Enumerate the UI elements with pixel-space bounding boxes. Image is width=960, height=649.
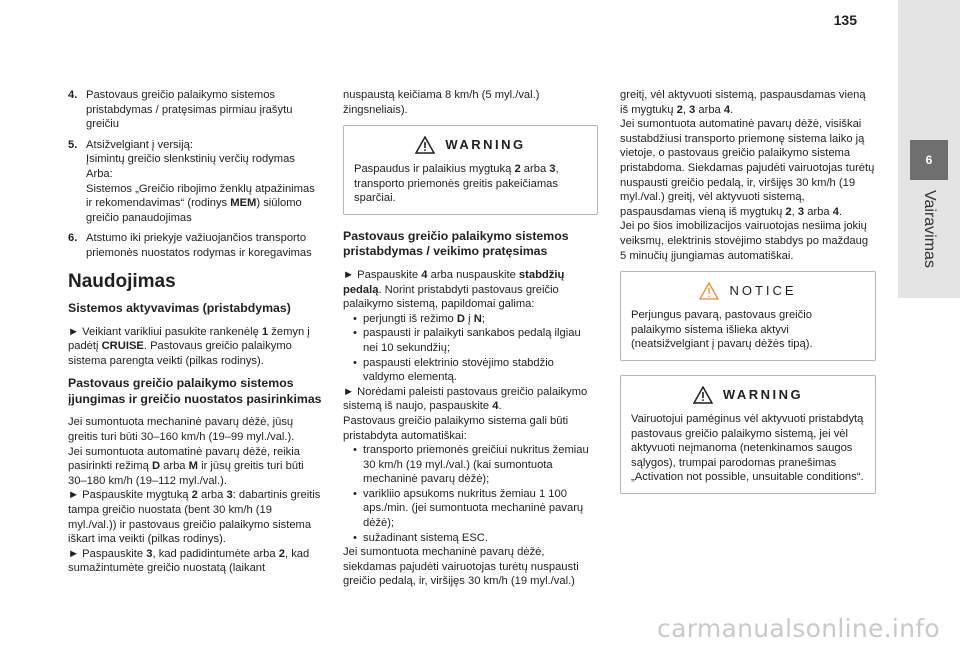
notice-title: NOTICE xyxy=(729,282,797,298)
pause-text: ► Paspauskite 4 arba nuspauskite stabdžių pedalą. Norint pristabdyti pastovaus greičio palaikymo sistemą, papildomai galima: xyxy=(343,268,565,311)
chapter-number: 6 xyxy=(910,140,948,180)
column-3 xyxy=(620,88,876,508)
warning-triangle-icon xyxy=(415,136,435,154)
warning-title: WARNING xyxy=(445,136,526,152)
warning-text: Paspaudus ir palaikius mygtuką 2 arba 3, transporto priemonės greitis pakeičiamas sparčiai. xyxy=(354,163,559,205)
chapter-title: Vairavimas xyxy=(921,190,938,268)
item-text: Atsižvelgiant į versiją: Įsimintų greičio slenkstinių verčių rodymas Arba: Sistemos „Greičio ribojimo ženklų atpažinimas ir rekomendavimas“ (rodinys MEM) siūlomo greičio panaudojimas xyxy=(86,138,315,224)
pause-bullet-list xyxy=(353,312,598,385)
warning-title-2: WARNING xyxy=(722,386,804,402)
activation-text: ► Veikiant varikliui pasukite rankenėlę 1 žemyn į padėtį CRUISE. Pastovaus greičio palaikymo sistema parengta veikti (pilkas rodinys). xyxy=(68,325,310,367)
item-number: 5. xyxy=(68,138,78,151)
item-text: Pastovaus greičio palaikymo sistemos pristabdymas / pratęsimas pirmiau įrašytu greičiu xyxy=(86,89,293,131)
column-2 xyxy=(343,88,598,589)
bullet-item: • paspausti elektrinio stovėjimo stabdžio valdymo elementą. xyxy=(353,356,598,385)
bullet-item: • transporto priemonės greičiui nukritus žemiau 30 km/h (19 myl./val.) (kai sumontuota mechaninė pavarų dėžė); xyxy=(353,443,598,487)
numbered-item xyxy=(68,88,322,132)
bullet-item: • perjungti iš režimo D į N; xyxy=(353,312,598,327)
column-1 xyxy=(68,88,322,584)
warning-triangle-icon xyxy=(693,386,713,404)
notice-box xyxy=(620,271,876,361)
subheading-engage: Pastovaus greičio palaikymo sistemos įjungimas ir greičio nuostatos pasirinkimas xyxy=(68,376,322,406)
item-text: Atstumo iki priekyje važiuojančios transporto priemonės nuostatos rodymas ir koregavimas xyxy=(86,232,312,259)
subheading-activation: Sistemos aktyvavimas (pristabdymas) xyxy=(68,301,291,316)
bullet-item: • varikliio apsukoms nukritus žemiau 1 100 aps./min. (jei sumontuota mechaninė pavarų dėžė); xyxy=(353,487,598,531)
bullet-item: • sužadinant sistemą ESC. xyxy=(353,531,598,546)
section-heading: Naudojimas xyxy=(68,270,176,292)
numbered-list xyxy=(68,88,322,261)
manual-gearbox-text: Jei sumontuota mechaninė pavarų dėžė, siekdamas pajudėti vairuotojas turėtų nuspausti greičio pedalą, ir, viršijęs 30 km/h (19 myl./val.) xyxy=(343,546,579,588)
warning-box xyxy=(343,125,598,215)
resume-text: ► Norėdami paleisti pastovaus greičio palaikymo sistemą iš naujo, paspauskite 4. Pastovaus greičio palaikymo sistema gali būti pristabdyta automatiškai: xyxy=(343,385,588,442)
continued-text: nuspaustą keičiama 8 km/h (5 myl./val.) žingsneliais). xyxy=(343,89,540,116)
numbered-item xyxy=(68,138,322,226)
continued-text-2: greitį, vėl aktyvuoti sistemą, paspausdamas vieną iš mygtukų 2, 3 arba 4. Jei sumontuota automatinė pavarų dėžė, visiškai sustabdžiusi transporto priemonę sistema laiko ją vietoje, o pastovaus greičio palaikymo sistema pristabdoma. Siekdamas pajudėti vairuotojas turėtų nuspausti greičio pedalą, ir, viršijęs 30 km/h (19 myl./val.) greitį, vėl aktyvuoti sistemą, paspausdamas vieną iš mygtukų 2, 3 arba 4. Jei po šios imobilizacijos vairuotojas nesiima jokių veiksmų, elektrinis stovėjimo stabdys po maždaug 5 minučių įjungiamas automatiškai. xyxy=(620,89,875,262)
notice-triangle-icon xyxy=(699,282,719,300)
auto-pause-bullet-list xyxy=(353,443,598,545)
watermark: carmanualsonline.info xyxy=(657,614,940,643)
chapter-tab[interactable] xyxy=(898,0,960,298)
subheading-pause: Pastovaus greičio palaikymo sistemos pristabdymas / veikimo pratęsimas xyxy=(343,228,569,259)
warning-box-2 xyxy=(620,375,876,494)
bullet-item: • paspausti ir palaikyti sankabos pedalą ilgiau nei 10 sekundžių; xyxy=(353,326,598,355)
page-number: 135 xyxy=(833,12,857,28)
engage-text: Jei sumontuota mechaninė pavarų dėžė, jūsų greitis turi būti 30–160 km/h (19–99 myl./val.). Jei sumontuota automatinė pavarų dėžė, reikia pasirinkti režimą D arba M ir jūsų greitis turi būti 30–180 km/h (19–112 myl./val.). ► Paspauskite mygtuką 2 arba 3: dabartinis greitis tampa greičio nuostata (bent 30 km/h (19 myl./val.)) ir pastovaus greičio palaikymo sistema iškart ima veikti (pilkas rodinys). ► Paspauskite 3, kad padidintumėte arba 2, kad sumažintumėte greičio nuostatą (laikant xyxy=(68,416,321,575)
notice-text: Perjungus pavarą, pastovaus greičio palaikymo sistema išlieka aktyvi (neatsižvelgiant į pavarų dėžės tipą). xyxy=(631,309,813,351)
item-number: 6. xyxy=(68,232,78,245)
warning-text-2: Vairuotojui paméginus vėl aktyvuoti pristabdytą pastovaus greičio palaikymo sistemą, jei vėl aktyvuoti neįmanoma (netenkinamos saugos sąlygos), trumpai parodomas pranešimas „Activation not possible, unsuitable conditions“. xyxy=(631,412,864,484)
numbered-item xyxy=(68,231,322,260)
item-number: 4. xyxy=(68,89,78,101)
